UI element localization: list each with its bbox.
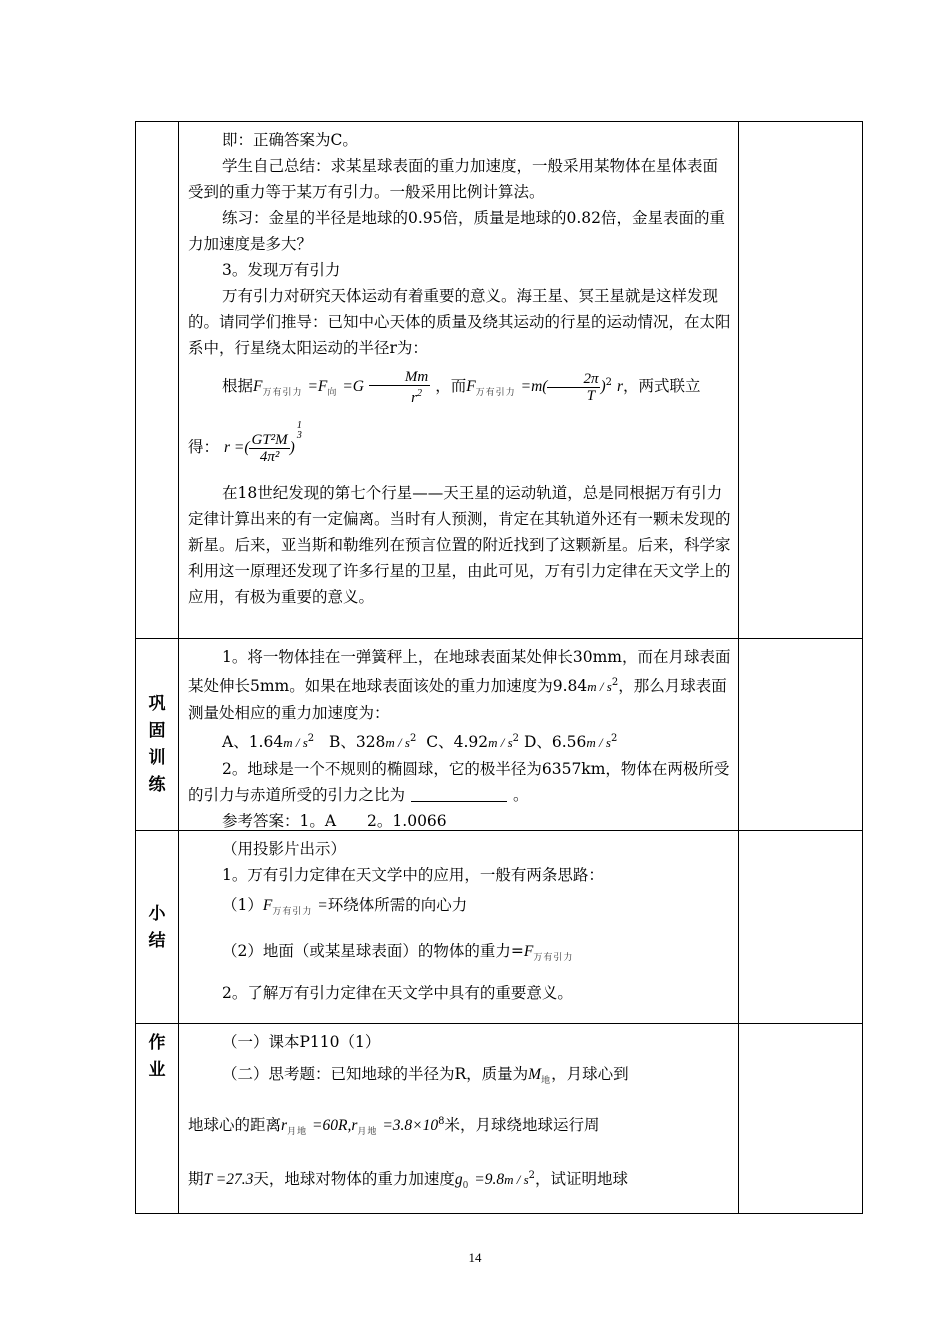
text-line: （用投影片出示） bbox=[222, 840, 347, 858]
homework-line-4: 期T =27.3天，地球对物体的重力加速度$g_0 =9.8m / s^2$，试证明地球 bbox=[188, 1170, 629, 1191]
formula-radius: 得： r =( $\frac{\text{GT²M}}{\text{4π²}}$ ) 1 3 bbox=[188, 420, 302, 465]
reference-answer: 参考答案：1。A 2。1.0066 bbox=[222, 812, 447, 830]
label-cell-homework bbox=[136, 1024, 179, 1214]
notes-cell bbox=[739, 1024, 863, 1214]
answer-blank bbox=[411, 785, 507, 802]
content-cell-exercises bbox=[179, 639, 739, 831]
fraction: $\frac{2\pi}{T}$ bbox=[547, 371, 600, 404]
options-line: A、$1.64m / s^2$ B、$328m / s^2$ C、$4.92m / s^2$ D、$6.56m / s^2$ bbox=[222, 733, 618, 751]
label-cell-empty bbox=[136, 122, 179, 639]
text-line: 即：正确答案为C。 bbox=[222, 131, 358, 149]
text-line: 1。万有引力定律在天文学中的应用，一般有两条思路： bbox=[222, 866, 604, 884]
text-line: （一）课本P110（1） bbox=[222, 1033, 381, 1051]
notes-cell bbox=[739, 122, 863, 639]
label-cell-summary bbox=[136, 831, 179, 1024]
summary-point-1: $(1)F_{万有引力}$ =环绕体所需的向心力 bbox=[222, 896, 468, 917]
row-summary bbox=[136, 831, 863, 1024]
paragraph-discovery: 在18世纪发现的第七个行星——天王星的运动轨道，总是同根据万有引力定律计算出来的有一定偏离。当时有人预测，肯定在其轨道外还有一颗未发现的新星。后来，亚当斯和勒维列在预言位置的附近找到了这颗新星。后来，科学家利用这一原理还发现了许多行星的卫星，由此可见，万有引力定律在天文学上的应用，有极为重要的意义。 bbox=[188, 484, 731, 606]
homework-line-2: （二）思考题：已知地球的半径为R，质量为$M_地$，月球心到 bbox=[222, 1065, 629, 1086]
fraction: $\frac{Mm}{r^2}$ bbox=[369, 369, 430, 406]
label-cell-consolidation bbox=[136, 639, 179, 831]
notes-cell bbox=[739, 831, 863, 1024]
row-teaching-process bbox=[136, 122, 863, 639]
text-line: 练习：金星的半径是地球的0.95倍，质量是地球的0.82倍，金星表面的重力加速度是多大？ bbox=[188, 209, 726, 253]
formula-gravity: 根据$F_{万有引力} =F_向 =G$ $\frac{Mm}{r^2}$ ，而$F_{万有引力} =m$( $\frac{2\pi}{T}$ )$^2$ r，两式联立 bbox=[222, 368, 701, 406]
section-label: 巩固训练 bbox=[148, 694, 166, 795]
text-line: 学生自己总结：求某星球表面的重力加速度，一般采用某物体在星体表面受到的重力等于某万有引力。一般采用比例计算法。 bbox=[188, 157, 719, 201]
content-cell-summary bbox=[179, 831, 739, 1024]
exponent-fraction: 1 3 bbox=[296, 420, 302, 441]
content-cell-homework bbox=[179, 1024, 739, 1214]
lesson-table bbox=[135, 121, 863, 1214]
text-line: 3。发现万有引力 bbox=[222, 261, 341, 279]
section-label: 小结 bbox=[148, 904, 166, 951]
row-homework bbox=[136, 1024, 863, 1214]
row-consolidation bbox=[136, 639, 863, 831]
fraction: $\frac{\text{GT²M}}{\text{4π²}}$ bbox=[251, 431, 288, 465]
summary-point-2: （2）地面（或某星球表面）的物体的重力$=F_{万有引力}$ bbox=[222, 942, 574, 963]
question-2: 2。地球是一个不规则的椭圆球，它的极半径为6357km，物体在两极所受的引力与赤道所受的引力之比为 。 bbox=[188, 760, 730, 804]
text-line: 2。了解万有引力定律在天文学中具有的重要意义。 bbox=[222, 984, 573, 1002]
notes-cell bbox=[739, 639, 863, 831]
text-line: 万有引力对研究天体运动有着重要的意义。海王星、冥王星就是这样发现的。请同学们推导：已知中心天体的质量及绕其运动的行星的运动情况，在太阳系中，行星绕太阳运动的半径r为： bbox=[188, 287, 731, 357]
page-number: 14 bbox=[468, 1250, 482, 1265]
content-cell-process bbox=[179, 122, 739, 639]
question-1: 1。将一物体挂在一弹簧秤上，在地球表面某处伸长30mm，而在月球表面某处伸长5mm。如果在地球表面该处的重力加速度为$9.84m / s^2$，那么月球表面测量处相应的重力加速度为： bbox=[188, 648, 731, 722]
homework-line-3: 地球心的距离$r_{月地} =60R,r_{月地} =3.8\times 10^8$米，月球绕地球运行周 bbox=[188, 1116, 600, 1137]
section-label: 作业 bbox=[148, 1033, 166, 1080]
